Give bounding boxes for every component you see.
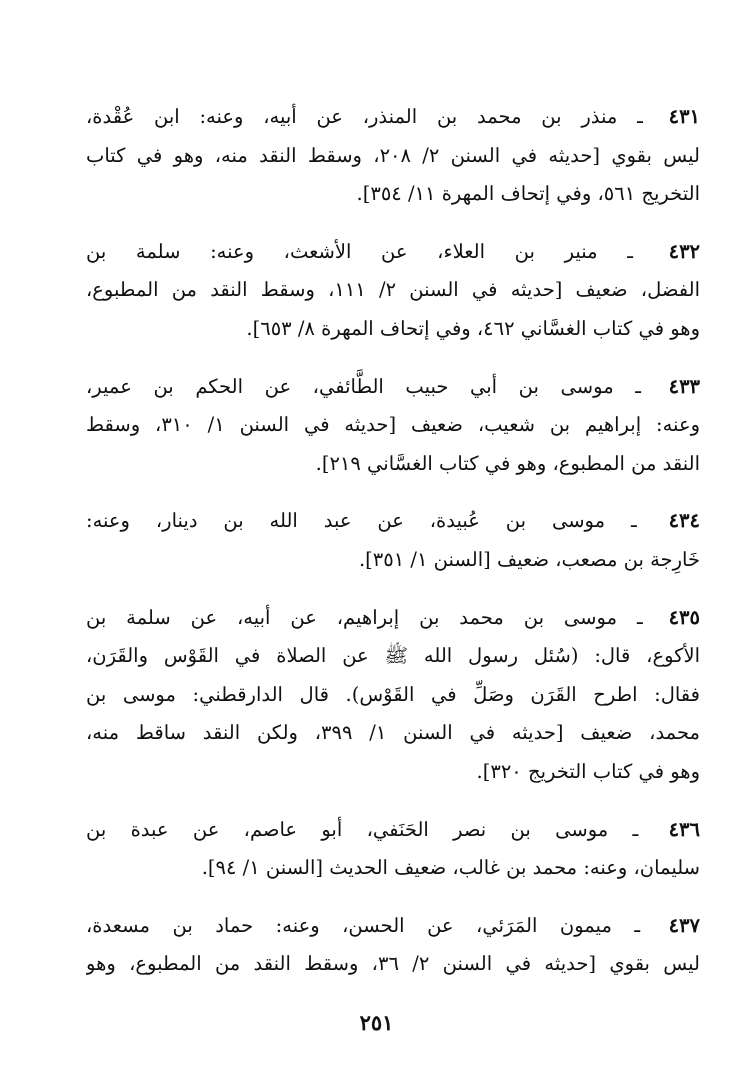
entry-434 — [86, 502, 700, 579]
entry-number: ٤٣٢ — [668, 239, 700, 263]
entry-line — [86, 502, 700, 541]
entry-text: ـ موسى بن محمد بن إبراهيم، عن أبيه، عن سلمة بن — [86, 605, 643, 629]
entry-line — [86, 811, 700, 850]
entry-431 — [86, 98, 700, 214]
entry-text: ـ ميمون المَرَئي، عن الحسن، وعنه: حماد بن مسعدة، — [86, 913, 641, 937]
entry-436 — [86, 811, 700, 888]
entries-list — [86, 98, 700, 1003]
entry-number: ٤٣٧ — [668, 913, 700, 937]
entry-435 — [86, 599, 700, 792]
entry-line: ليس بقوي [حديثه في السنن ٢/ ٣٦، وسقط النقد من المطبوع، وهو — [86, 952, 700, 976]
entry-432 — [86, 233, 700, 349]
entry-line: وهو في كتاب الغسَّاني ٤٦٢، وفي إتحاف المهرة ٨/ ٦٥٣]. — [246, 316, 700, 340]
entry-line: فقال: اطرح القَرَن وصَلِّ في القَوْس). قال الدارقطني: موسى بن — [86, 682, 700, 706]
entry-line: التخريج ٥٦١، وفي إتحاف المهرة ١١/ ٣٥٤]. — [356, 182, 700, 206]
entry-line — [86, 233, 700, 272]
entry-number: ٤٣٥ — [668, 605, 700, 629]
entry-line: سليمان، وعنه: محمد بن غالب، ضعيف الحديث [السنن ١/ ٩٤]. — [201, 856, 700, 880]
entry-line: وعنه: إبراهيم بن شعيب، ضعيف [حديثه في السنن ١/ ٣١٠، وسقط — [86, 413, 700, 437]
page-number: ٢٥١ — [359, 1010, 394, 1035]
entry-number: ٤٣٤ — [668, 509, 700, 533]
entry-number: ٤٣٦ — [668, 817, 700, 841]
entry-437 — [86, 907, 700, 984]
entry-text: ـ موسى بن نصر الحَنَفي، أبو عاصم، عن عبدة بن — [86, 817, 639, 841]
entry-line: الفضل، ضعيف [حديثه في السنن ٢/ ١١١، وسقط النقد من المطبوع، — [86, 278, 700, 302]
entry-text: ـ منذر بن محمد بن المنذر، عن أبيه، وعنه: ابن عُقْدة، — [86, 105, 643, 128]
entry-line: الأكوع، قال: (سُئل رسول الله ﷺ عن الصلاة في القَوْس والقَرَن، — [86, 644, 700, 668]
entry-line — [86, 599, 700, 638]
entry-text: ـ موسى بن أبي حبيب الطَّائفي، عن الحكم بن عمير، — [86, 374, 641, 398]
entry-number: ٤٣١ — [668, 105, 700, 128]
entry-text: ـ منير بن العلاء، عن الأشعث، وعنه: سلمة بن — [86, 239, 633, 263]
entry-line — [86, 907, 700, 946]
entry-line: ليس بقوي [حديثه في السنن ٢/ ٢٠٨، وسقط النقد منه، وهو في كتاب — [86, 143, 700, 167]
entry-number: ٤٣٣ — [668, 374, 700, 398]
entry-line: وهو في كتاب التخريج ٣٢٠]. — [476, 759, 700, 783]
entry-433 — [86, 368, 700, 484]
entry-line — [86, 368, 700, 407]
entry-line: خَارِجة بن مصعب، ضعيف [السنن ١/ ٣٥١]. — [358, 547, 700, 571]
entry-text: ـ موسى بن عُبيدة، عن عبد الله بن دينار، وعنه: — [86, 509, 637, 533]
entry-line — [86, 98, 700, 137]
entry-line: محمد، ضعيف [حديثه في السنن ١/ ٣٩٩، ولكن النقد ساقط منه، — [86, 721, 700, 745]
entry-line: النقد من المطبوع، وهو في كتاب الغسَّاني ٢١٩]. — [315, 451, 700, 475]
